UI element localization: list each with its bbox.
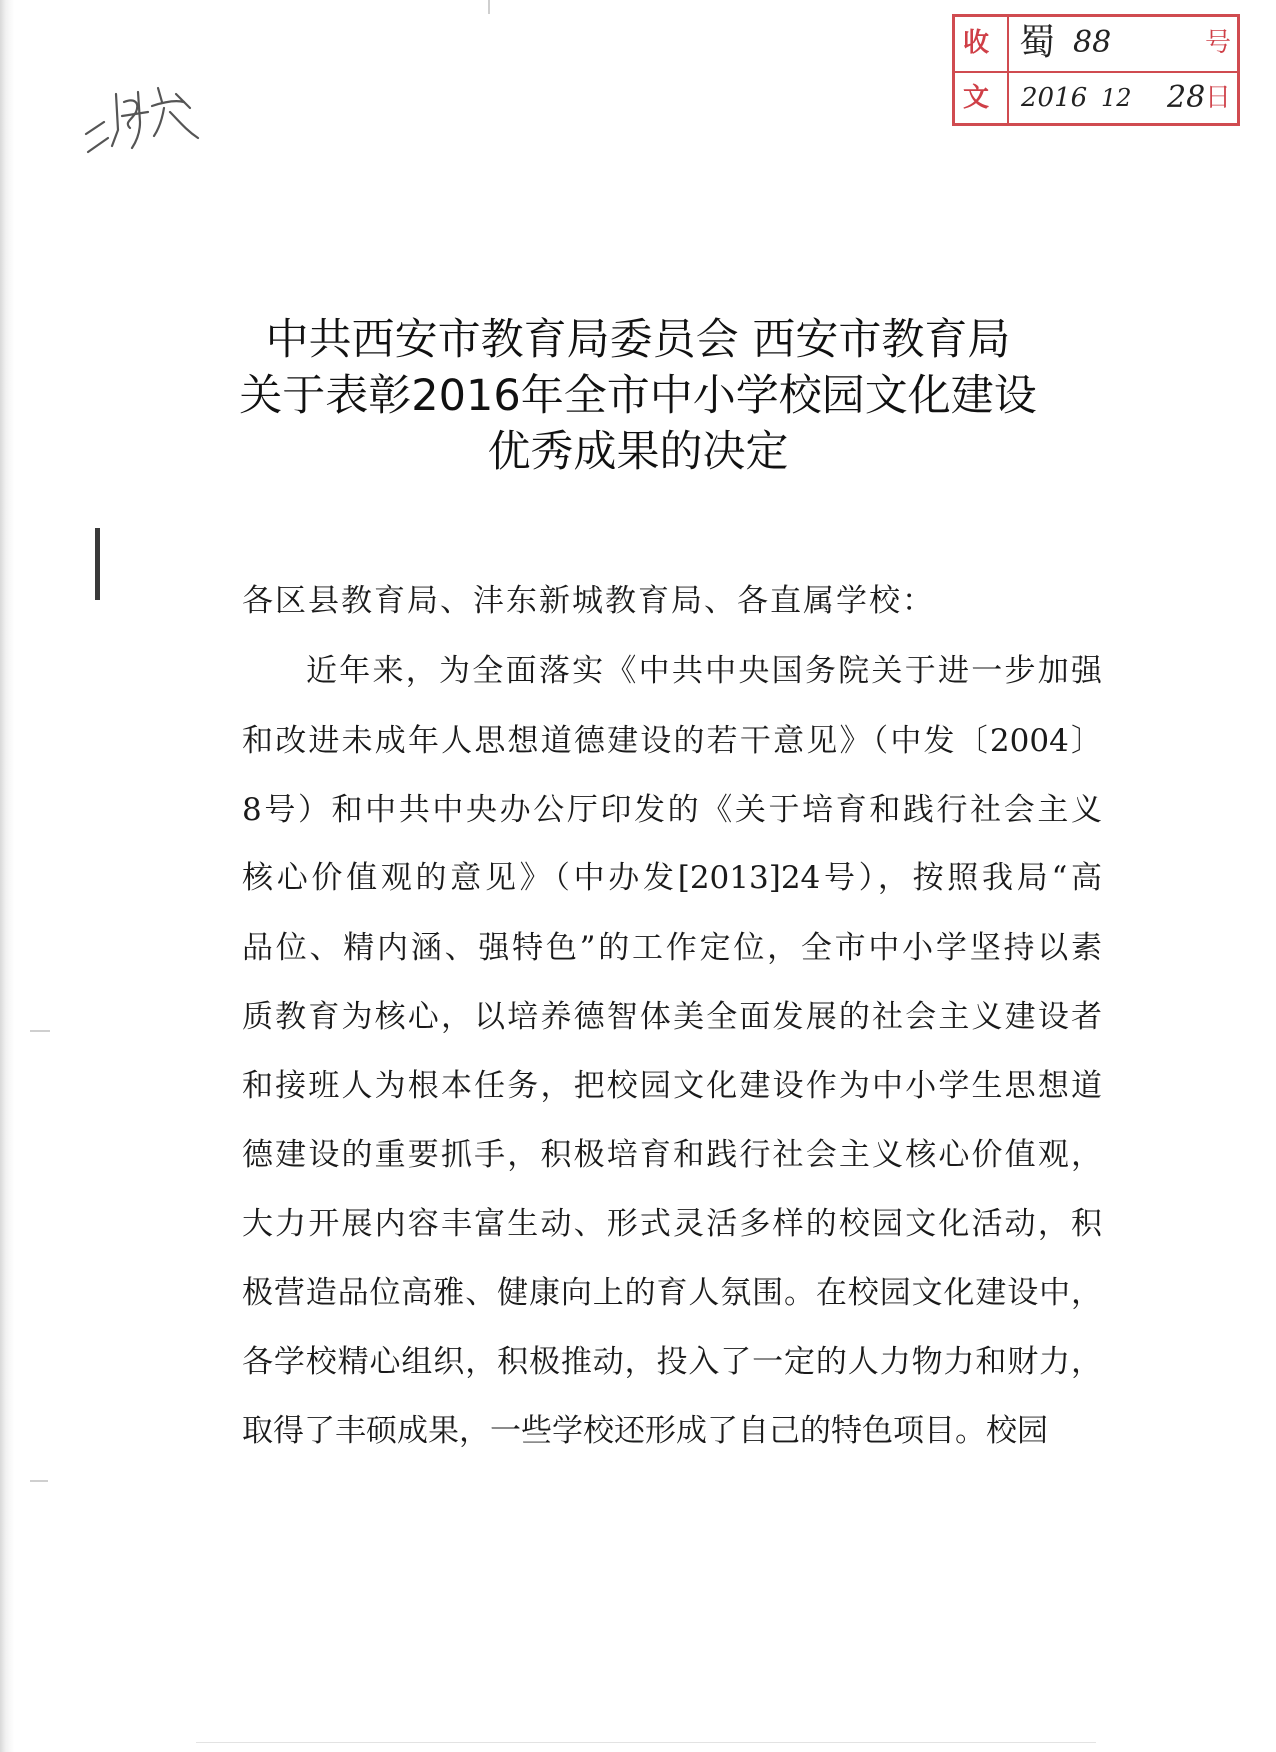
stamp-number-value: 88 — [1073, 25, 1112, 60]
addressee: 各区县教育局、沣东新城教育局、各直属学校： — [242, 583, 935, 619]
body-line: 质教育为核心，以培养德智体美全面发展的社会主义建设者 — [242, 999, 1102, 1035]
stamp-day: 28 — [1167, 80, 1206, 115]
stamp-number-prefix: 蜀 — [1019, 22, 1056, 63]
title-line: 关于表彰2016年全市中小学校园文化建设 — [239, 371, 1037, 421]
receipt-stamp — [952, 14, 1240, 126]
scan-mark — [30, 1030, 50, 1032]
scan-mark — [30, 1480, 48, 1482]
body-line: 大力开展内容丰富生动、形式灵活多样的校园文化活动，积 — [242, 1206, 1102, 1242]
stamp-year: 2016 — [1021, 83, 1088, 113]
body-line: 极营造品位高雅、健康向上的育人氛围。在校园文化建设中， — [242, 1275, 1102, 1311]
body-line: 各学校精心组织，积极推动，投入了一定的人力物力和财力， — [242, 1344, 1102, 1380]
body-line: 德建设的重要抓手，积极培育和践行社会主义核心价值观， — [242, 1137, 1102, 1173]
body-line: 8号）和中共中央办公厅印发的《关于培育和践行社会主义 — [242, 792, 1102, 828]
stamp-date-row — [955, 72, 1237, 126]
title-line: 中共西安市教育局委员会 西安市教育局 — [265, 315, 1011, 365]
stamp-label-top: 收 — [963, 28, 990, 58]
title-line: 优秀成果的决定 — [487, 427, 789, 477]
scan-mark — [488, 0, 490, 14]
stamp-suffix-bottom: 日 — [1204, 83, 1231, 113]
body-line: 取得了丰硕成果，一些学校还形成了自己的特色项目。校园 — [242, 1413, 1048, 1449]
scan-mark — [196, 1742, 1096, 1743]
stamp-month: 12 — [1101, 84, 1132, 112]
document-title — [0, 312, 1276, 480]
body-line: 近年来，为全面落实《中共中央国务院关于进一步加强 — [306, 653, 1102, 689]
handwritten-margin-note — [78, 72, 208, 162]
body-line: 和改进未成年人思想道德建设的若干意见》（中发〔2004〕 — [242, 723, 1102, 759]
body-line: 品位、精内涵、强特色”的工作定位，全市中小学坚持以素 — [242, 930, 1102, 966]
body-line: 核心价值观的意见》（中办发[2013]24号），按照我局“高 — [242, 860, 1102, 896]
binding-mark — [95, 528, 100, 600]
body-line: 和接班人为根本任务，把校园文化建设作为中小学生思想道 — [242, 1068, 1102, 1104]
stamp-suffix-top: 号 — [1204, 28, 1231, 58]
stamp-label-bottom: 文 — [963, 83, 990, 113]
scan-page-edge — [0, 0, 30, 1752]
stamp-number-row — [955, 17, 1237, 73]
